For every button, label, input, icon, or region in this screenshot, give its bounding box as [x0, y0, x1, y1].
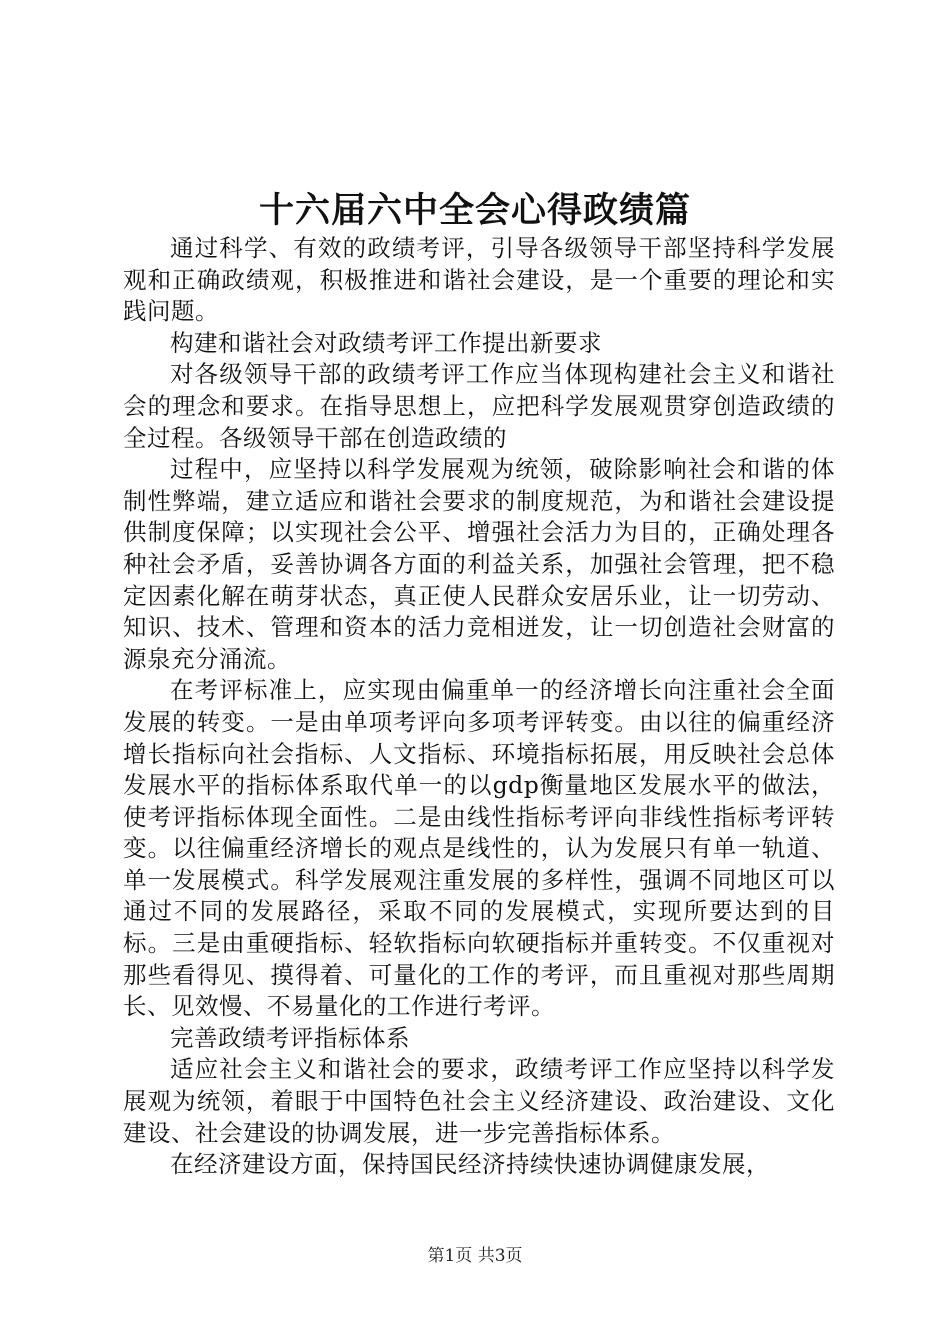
- paragraph-philosophy: 对各级领导干部的政绩考评工作应当体现构建社会主义和谐社会的理念和要求。在指导思想上，应把科学发展观贯穿创造政绩的全过程。各级领导干部在创造政绩的: [123, 360, 835, 452]
- page-footer: [0, 1244, 950, 1268]
- paragraph-economic-construction: 在经济建设方面，保持国民经济持续快速协调健康发展，: [170, 1150, 770, 1179]
- paragraph-process: 过程中，应坚持以科学发展观为统领，破除影响社会和谐的体制性弊端，建立适应和谐社会要求的制度规范，为和谐社会建设提供制度保障；以实现社会公平、增强社会活力为目的，正确处理各种社会矛盾，妥善协调各方面的利益关系，加强社会管理，把不稳定因素化解在萌芽状态，真正使人民群众安居乐业，让一切劳动、知识、技术、管理和资本的活力竞相迸发，让一切创造社会财富的源泉充分涌流。: [123, 455, 835, 673]
- paragraph-standards: 在考评标准上，应实现由偏重单一的经济增长向注重社会全面发展的转变。一是由单项考评向多项考评转变。由以往的偏重经济增长指标向社会指标、人文指标、环境指标拓展，用反映社会总体发展水平的指标体系取代单一的以gdp衡量地区发展水平的做法，使考评指标体现全面性。二是由线性指标考评向非线性指标考评转变。以往偏重经济增长的观点是线性的，认为发展只有单一轨道、单一发展模式。科学发展观注重发展的多样性，强调不同地区可以通过不同的发展路径，采取不同的发展模式，实现所要达到的目标。三是由重硬指标、轻软指标向软硬指标并重转变。不仅重视对那些看得见、摸得着、可量化的工作的考评，而且重视对那些周期长、见效慢、不易量化的工作进行考评。: [123, 676, 835, 1021]
- document-title: 十六届六中全会心得政绩篇: [258, 190, 691, 231]
- page-total: 共3页: [477, 1246, 523, 1266]
- page-number: 第1页: [427, 1246, 473, 1266]
- paragraph-intro: 通过科学、有效的政绩考评，引导各级领导干部坚持科学发展观和正确政绩观，积极推进和谐社会建设，是一个重要的理论和实践问题。: [123, 234, 835, 326]
- section-heading-indicators: 完善政绩考评指标体系: [170, 1023, 410, 1052]
- paragraph-indicator-system: 适应社会主义和谐社会的要求，政绩考评工作应坚持以科学发展观为统领，着眼于中国特色社会主义经济建设、政治建设、文化建设、社会建设的协调发展，进一步完善指标体系。: [123, 1055, 835, 1147]
- document-body: [123, 233, 835, 1181]
- section-heading-requirements: 构建和谐社会对政绩考评工作提出新要求: [170, 328, 602, 357]
